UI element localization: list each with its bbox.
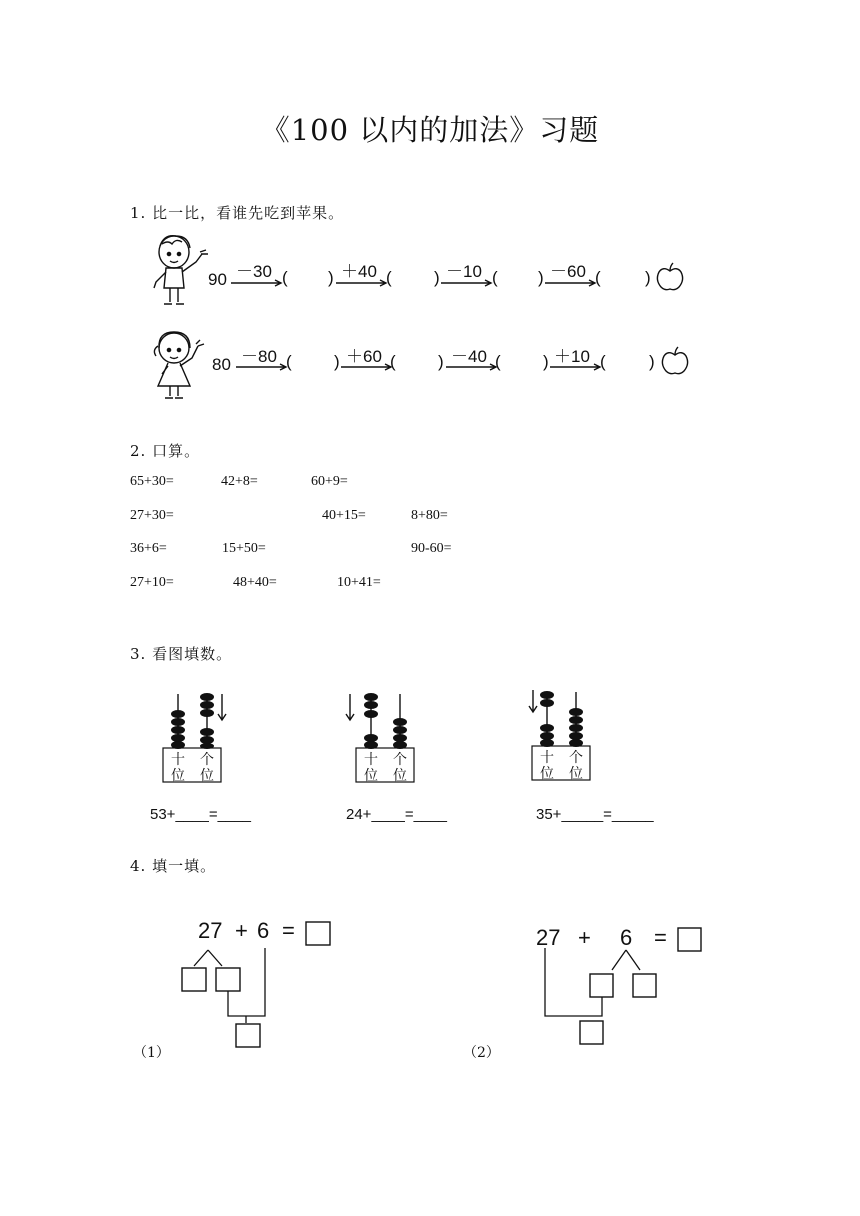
page-title: 《100 以内的加法》习题	[260, 113, 600, 147]
q1-row1-paren-3: (	[492, 268, 498, 287]
q1-row2-close-2: )	[438, 352, 444, 371]
girl-figure-icon	[150, 328, 208, 404]
q2-item: 42+8=	[221, 474, 258, 489]
q1-row1-paren-1: (	[282, 268, 288, 287]
q2-item: 48+40=	[233, 575, 277, 590]
arrow-right-icon	[231, 279, 283, 287]
abacus-1	[162, 690, 222, 785]
abacus-label-ones-bottom: 位	[569, 766, 583, 782]
arrow-right-icon	[545, 279, 597, 287]
q2-item: 10+41=	[337, 575, 381, 590]
q1-row1-close-2: )	[434, 268, 440, 287]
q1-row2-op-4: ＋10	[554, 347, 590, 366]
q4-part1-eq: =	[282, 918, 295, 943]
q1-row1-op-1: －30	[236, 262, 272, 281]
q4-part2-a: 27	[536, 925, 561, 950]
arrow-right-icon	[336, 279, 388, 287]
q1-row2-close-1: )	[334, 352, 340, 371]
abacus-label-ones: 个	[200, 752, 214, 768]
q1-row2-op-1: －80	[241, 347, 277, 366]
q2-item: 8+80=	[411, 508, 448, 523]
q1-row2-close-4: )	[649, 352, 655, 371]
q2-item: 36+6=	[130, 541, 167, 556]
q1-row1-close-1: )	[328, 268, 334, 287]
abacus-label-tens: 十	[540, 750, 554, 766]
abacus-label-ones-bottom: 位	[200, 768, 214, 784]
abacus-label-ones: 个	[569, 750, 583, 766]
abacus-label-tens-bottom: 位	[364, 768, 378, 784]
q1-row1-op-2: ＋40	[341, 262, 377, 281]
q1-row2-start: 80	[212, 355, 231, 374]
q2-item: 27+10=	[130, 575, 174, 590]
q2-item: 65+30=	[130, 474, 174, 489]
apple-icon	[655, 262, 685, 292]
q2-item: 27+30=	[130, 508, 174, 523]
q1-row2-op-3: －40	[451, 347, 487, 366]
q1-heading: 1. 比一比，看谁先吃到苹果。	[130, 204, 345, 222]
q1-row1-paren-2: (	[386, 268, 392, 287]
abacus-label-tens-bottom: 位	[540, 766, 554, 782]
abacus-label-tens: 十	[364, 752, 378, 768]
apple-icon	[660, 346, 690, 376]
abacus-3	[531, 688, 591, 783]
arrow-right-icon	[236, 363, 288, 371]
q1-row2-paren-3: (	[495, 352, 501, 371]
abacus-label-tens-bottom: 位	[171, 768, 185, 784]
q1-row2-op-2: ＋60	[346, 347, 382, 366]
q1-row1-paren-4: (	[595, 268, 601, 287]
abacus-label-tens: 十	[171, 752, 185, 768]
q4-part2-op: +	[578, 925, 591, 950]
q1-row2-paren-4: (	[600, 352, 606, 371]
q4-part2-diagram	[540, 926, 710, 1048]
q2-item: 60+9=	[311, 474, 348, 489]
q4-part1-label: （1）	[133, 1045, 170, 1061]
q4-heading: 4. 填一填。	[130, 857, 217, 875]
q1-row1-op-3: －10	[446, 262, 482, 281]
q3-equation-2: 24+____=____	[346, 806, 447, 823]
arrow-right-icon	[341, 363, 393, 371]
q2-item: 90-60=	[411, 541, 452, 556]
arrow-right-icon	[550, 363, 602, 371]
q4-part2-label: （2）	[463, 1045, 500, 1061]
abacus-label-ones-bottom: 位	[393, 768, 407, 784]
q2-item: 40+15=	[322, 508, 366, 523]
q1-row2-paren-1: (	[286, 352, 292, 371]
q4-part2-b: 6	[620, 925, 633, 950]
q3-heading: 3. 看图填数。	[130, 645, 233, 663]
q1-row1-close-3: )	[538, 268, 544, 287]
q3-equation-3: 35+_____=_____	[536, 806, 654, 823]
q1-row1-op-4: －60	[550, 262, 586, 281]
q2-heading: 2. 口算。	[130, 442, 201, 460]
q4-part1-diagram	[178, 920, 338, 1052]
q1-row2-close-3: )	[543, 352, 549, 371]
q4-part1-a: 27	[198, 918, 223, 943]
q2-item: 15+50=	[222, 541, 266, 556]
q1-row1-close-4: )	[645, 268, 651, 287]
q4-part1-op: +	[235, 918, 248, 943]
abacus-label-ones: 个	[393, 752, 407, 768]
q1-row1-start: 90	[208, 270, 227, 289]
abacus-2	[355, 690, 415, 785]
boy-figure-icon	[148, 232, 210, 310]
arrow-right-icon	[441, 279, 493, 287]
q4-part2-eq: =	[654, 925, 667, 950]
arrow-right-icon	[446, 363, 498, 371]
q3-equation-1: 53+____=____	[150, 806, 251, 823]
q4-part1-b: 6	[257, 918, 270, 943]
q1-row2-paren-2: (	[390, 352, 396, 371]
